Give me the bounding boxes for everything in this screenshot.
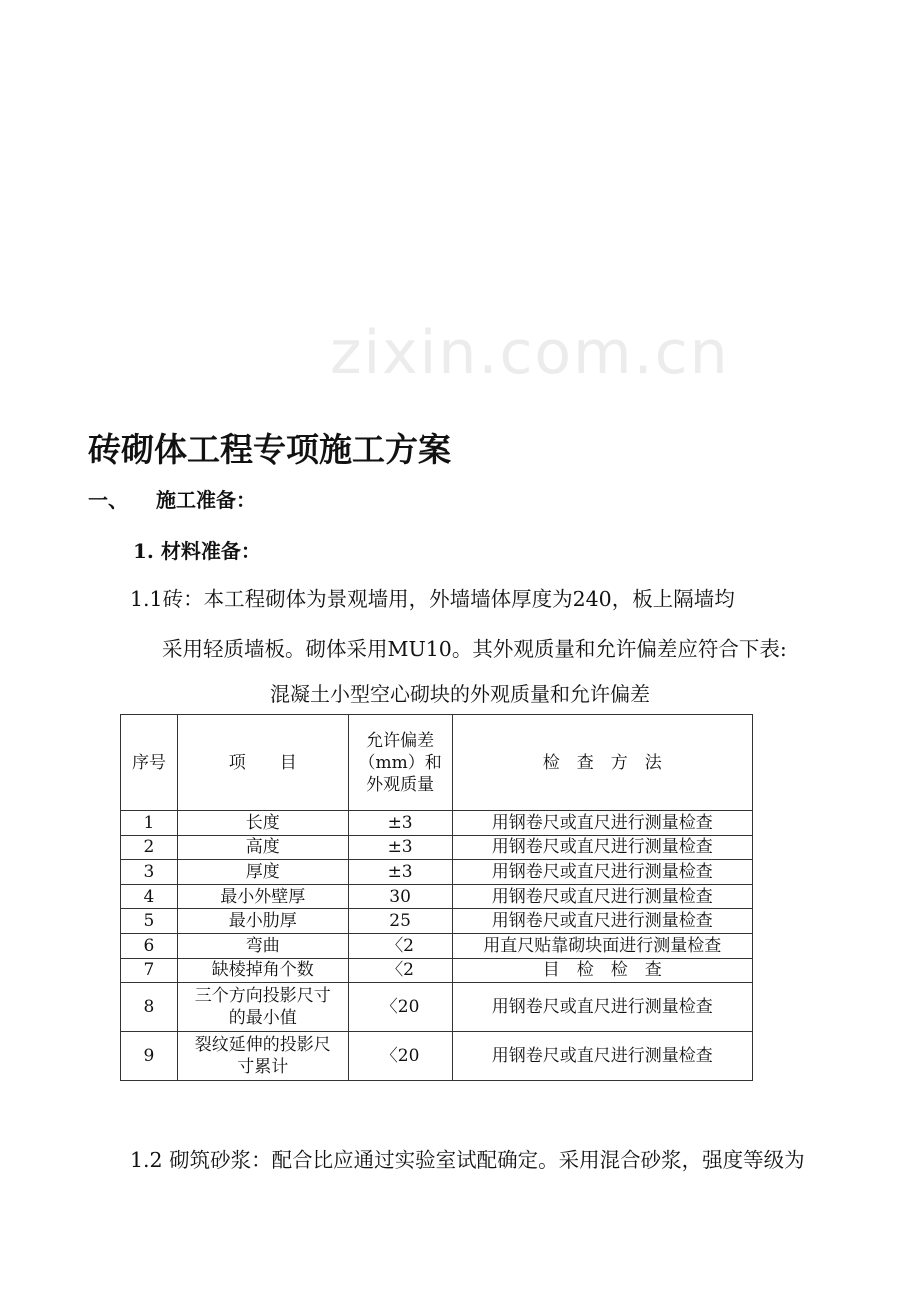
cell-no: 9 [121, 1032, 178, 1081]
cell-tolerance: 25 [348, 909, 452, 934]
cell-method: 用钢卷尺或直尺进行测量检查 [452, 983, 752, 1032]
table-header-row [121, 715, 753, 811]
cell-tolerance: ±3 [348, 835, 452, 860]
cell-tolerance: ±3 [348, 811, 452, 836]
cell-tolerance: 〈2 [348, 933, 452, 958]
cell-item: 厚度 [177, 860, 348, 885]
paragraph-1-1-line-2: 采用轻质墙板。砌体采用MU10。其外观质量和允许偏差应符合下表: [162, 637, 787, 661]
cell-item: 长度 [177, 811, 348, 836]
section-heading [88, 484, 256, 513]
cell-tolerance: ±3 [348, 860, 452, 885]
cell-method: 用钢卷尺或直尺进行测量检查 [452, 835, 752, 860]
cell-method: 用钢卷尺或直尺进行测量检查 [452, 860, 752, 885]
subsection-heading: 1. 材料准备： [133, 539, 261, 563]
table-row [121, 983, 753, 1032]
cell-no: 2 [121, 835, 178, 860]
cell-tolerance: 〈20 [348, 983, 452, 1032]
section-label: 施工准备： [156, 488, 256, 512]
cell-item-line-2: 寸累计 [237, 1057, 289, 1078]
cell-method: 用钢卷尺或直尺进行测量检查 [452, 884, 752, 909]
header-tolerance [348, 715, 452, 811]
cell-no: 8 [121, 983, 178, 1032]
table-row [121, 860, 753, 885]
header-no: 序号 [121, 715, 178, 811]
header-tolerance-line-1: 允许偏差 [366, 730, 435, 751]
section-number: 一、 [88, 488, 128, 512]
table-row [121, 835, 753, 860]
spec-table [120, 714, 753, 1081]
cell-item-line-1: 三个方向投影尺寸 [194, 986, 331, 1007]
table-row [121, 958, 753, 983]
cell-item-line-2: 的最小值 [228, 1008, 297, 1029]
cell-tolerance: 〈2 [348, 958, 452, 983]
watermark: zixin.com.cn [330, 318, 730, 388]
cell-method: 用钢卷尺或直尺进行测量检查 [452, 811, 752, 836]
cell-no: 6 [121, 933, 178, 958]
cell-item [177, 1032, 348, 1081]
cell-no: 1 [121, 811, 178, 836]
cell-item: 缺棱掉角个数 [177, 958, 348, 983]
cell-tolerance: 30 [348, 884, 452, 909]
cell-item: 最小肋厚 [177, 909, 348, 934]
paragraph-1-2: 1.2 砌筑砂浆：配合比应通过实验室试配确定。采用混合砂浆，强度等级为 [130, 1148, 805, 1172]
cell-no: 5 [121, 909, 178, 934]
table-row [121, 1032, 753, 1081]
table-row [121, 933, 753, 958]
cell-item-line-1: 裂纹延伸的投影尺 [194, 1035, 331, 1056]
cell-no: 3 [121, 860, 178, 885]
cell-item: 高度 [177, 835, 348, 860]
header-tolerance-line-2: （mm）和 [358, 752, 442, 773]
cell-method: 用直尺贴靠砌块面进行测量检查 [452, 933, 752, 958]
header-item: 项 目 [177, 715, 348, 811]
cell-no: 7 [121, 958, 178, 983]
cell-item [177, 983, 348, 1032]
paragraph-1-1-line-1: 1.1砖：本工程砌体为景观墙用，外墙墙体厚度为240，板上隔墙均 [130, 587, 735, 611]
cell-tolerance: 〈20 [348, 1032, 452, 1081]
cell-method: 目 检 检 查 [452, 958, 752, 983]
cell-item: 最小外壁厚 [177, 884, 348, 909]
header-method: 检 查 方 法 [452, 715, 752, 811]
cell-no: 4 [121, 884, 178, 909]
table-row [121, 811, 753, 836]
table-row [121, 884, 753, 909]
table-row [121, 909, 753, 934]
cell-method: 用钢卷尺或直尺进行测量检查 [452, 909, 752, 934]
header-tolerance-line-3: 外观质量 [366, 774, 435, 795]
cell-item: 弯曲 [177, 933, 348, 958]
table-caption: 混凝土小型空心砌块的外观质量和允许偏差 [270, 682, 650, 706]
cell-method: 用钢卷尺或直尺进行测量检查 [452, 1032, 752, 1081]
document-title: 砖砌体工程专项施工方案 [88, 430, 451, 469]
